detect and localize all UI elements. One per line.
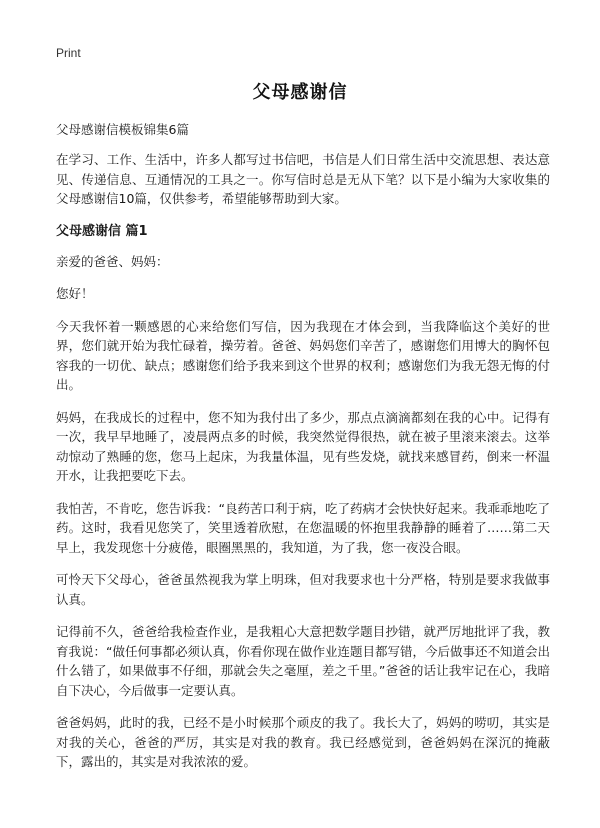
print-link[interactable]: Print (56, 46, 81, 60)
letter-paragraph: 妈妈，在我成长的过程中，您不知为我付出了多少，那点点滴滴都刻在我的心中。记得有一次，我早早地睡了，凌晨两点多的时候，我突然觉得很热，就在被子里滚来滚去。这举动惊动了熟睡的您，您马上起床，为我量体温，见有些发烧，就找来感冒药，倒来一杯温开水，让我把要吃下去。 (56, 409, 550, 483)
letter-salutation: 亲爱的爸爸、妈妈： (56, 253, 169, 269)
document-subtitle: 父母感谢信模板锦集6篇 (56, 122, 189, 137)
letter-paragraph: 今天我怀着一颗感恩的心来给您们写信，因为我现在才体会到，当我降临这个美好的世界，您们就开始为我忙碌着，操劳着。爸爸、妈妈您们辛苦了，感谢您们用博大的胸怀包容我的一切优、缺点；感谢您们给予我来到这个世界的权利；感谢您们为我无怨无悔的付出。 (56, 318, 550, 392)
document-body (56, 120, 550, 785)
page-title: 父母感谢信 (252, 82, 348, 103)
letter-paragraph: 爸爸妈妈，此时的我，已经不是小时候那个顽皮的我了。我长大了，妈妈的唠叨，其实是对我的关心，爸爸的严厉，其实是对我的教育。我已经感觉到，爸爸妈妈在深沉的掩蔽下，露出的，其实是对我浓浓的爱。 (56, 715, 550, 769)
intro-paragraph: 在学习、工作、生活中，许多人都写过书信吧，书信是人们日常生活中交流思想、表达意见、传递信息、互通情况的工具之一。你写信时总是无从下笔？以下是小编为大家收集的父母感谢信10篇，仅供参考，希望能够帮助到大家。 (56, 152, 550, 206)
letter-paragraph: 可怜天下父母心，爸爸虽然视我为掌上明珠，但对我要求也十分严格，特别是要求我做事认真。 (56, 572, 550, 607)
letter-greeting: 您好！ (56, 286, 94, 301)
letter-paragraph: 我怕苦，不肯吃，您告诉我：“良药苦口利于病，吃了药病才会快快好起来。我乖乖地吃了药。这时，我看见您笑了，笑里透着欣慰，在您温暖的怀抱里我静静的睡着了……第二天早上，我发现您十分疲倦，眼圈黑黑的，我知道，为了我，您一夜没合眼。 (56, 500, 550, 555)
section-heading: 父母感谢信 篇1 (56, 223, 148, 239)
letter-paragraph: 记得前不久，爸爸给我检查作业，是我粗心大意把数学题目抄错，就严厉地批评了我，教育我说：“做任何事都必须认真，你看你现在做作业连题目都写错，今后做事还不知道会出什么错了，如果做事不仔细，那就会失之毫厘，差之千里。”爸爸的话让我牢记在心，我暗自下决心，今后做事一定要认真。 (56, 624, 550, 698)
